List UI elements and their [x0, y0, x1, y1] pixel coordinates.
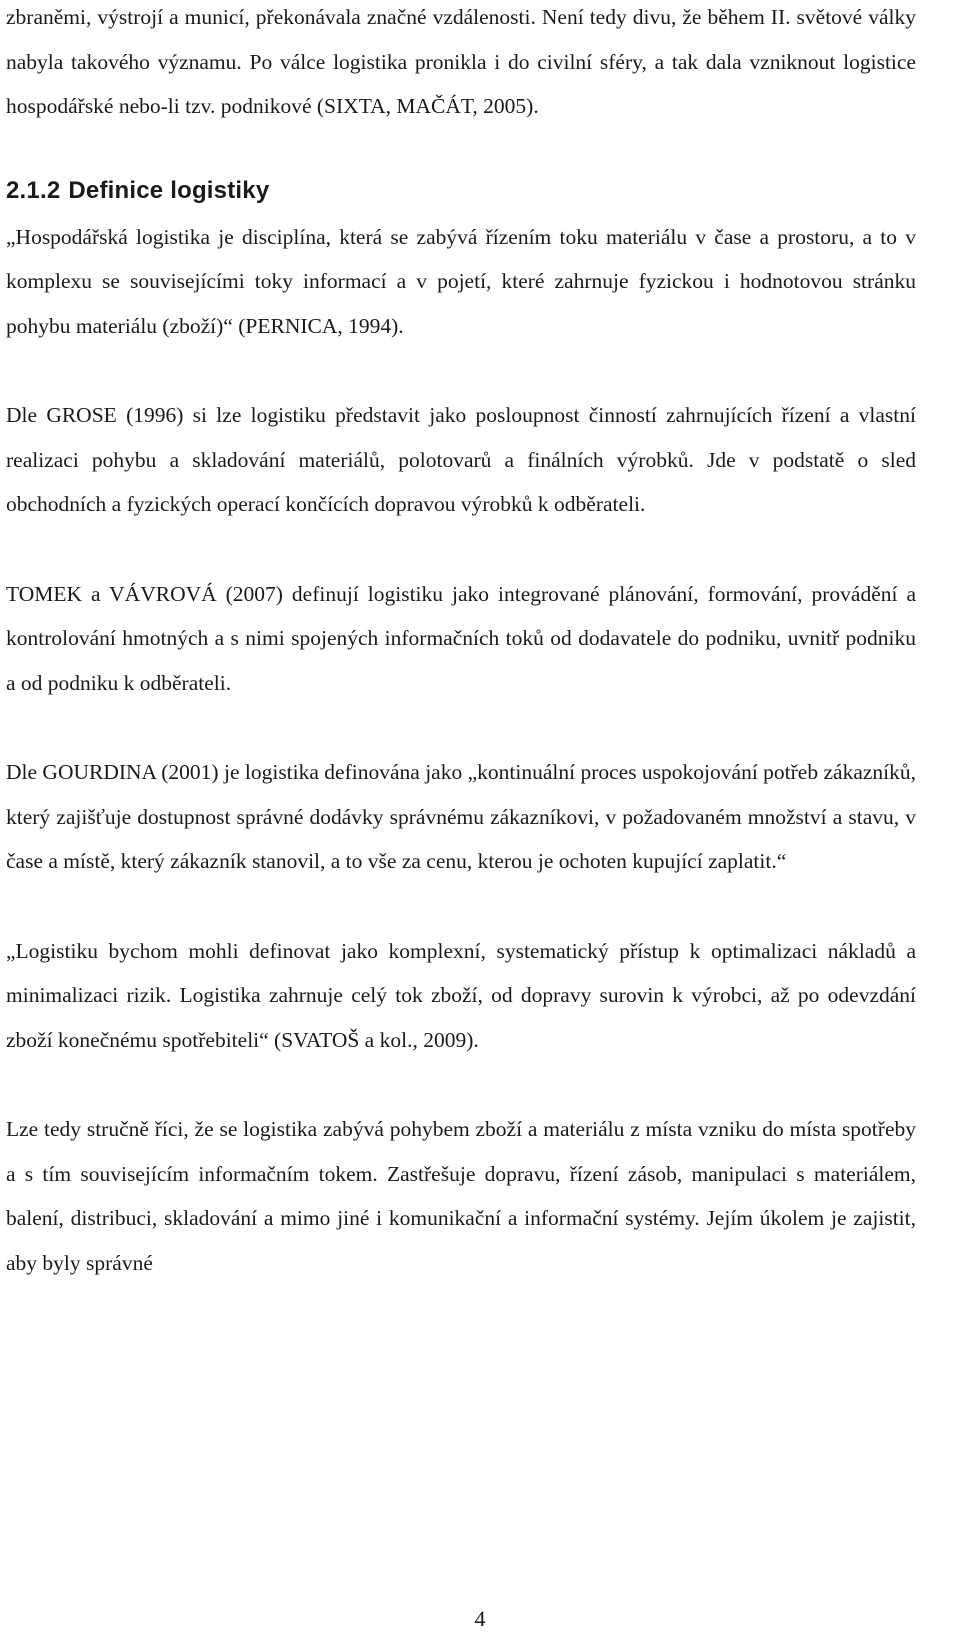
paragraph-gourdina: Dle GOURDINA (2001) je logistika definována jako „kontinuální proces uspokojování potřeb zákazníků, který zajišťuje dostupnost správné dodávky správnému zákazníkovi, v požadovaném množství a stavu, v čase a místě, který zákazník stanovil, a to vše za cenu, kterou je ochoten kupující zaplatit.“ [6, 760, 916, 873]
page-number: 4 [474, 1606, 486, 1631]
document-page [6, 0, 916, 1285]
intro-paragraph: zbraněmi, výstrojí a municí, překonávala značné vzdálenosti. Není tedy divu, že během II. světové války nabyla takového významu. Po válce logistika pronikla i do civilní sféry, a tak dala vzniknout logistice hospodářské nebo-li tzv. podnikové (SIXTA, MAČÁT, 2005). [6, 5, 916, 118]
paragraph-summary: Lze tedy stručně říci, že se logistika zabývá pohybem zboží a materiálu z místa vzniku do místa spotřeby a s tím souvisejícím informačním tokem. Zastřešuje dopravu, řízení zásob, manipulaci s materiálem, balení, distribuci, skladování a mimo jiné i komunikační a informační systémy. Jejím úkolem je zajistit, aby byly správné [6, 1117, 916, 1275]
paragraph-grose: Dle GROSE (1996) si lze logistiku představit jako posloupnost činností zahrnujících řízení a vlastní realizaci pohybu a skladování materiálů, polotovarů a finálních výrobků. Jde v podstatě o sled obchodních a fyzických operací končících dopravou výrobků k odběrateli. [6, 403, 916, 516]
section-title: Definice logistiky [68, 176, 270, 204]
paragraph-svatos: „Logistiku bychom mohli definovat jako komplexní, systematický přístup k optimalizaci nákladů a minimalizaci rizik. Logistika zahrnuje celý tok zboží, od dopravy surovin k výrobci, až po odevzdání zboží konečnému spotřebiteli“ (SVATOŠ a kol., 2009). [6, 938, 916, 1052]
section-number: 2.1.2 [6, 176, 61, 204]
paragraph-pernica: „Hospodářská logistika je disciplína, která se zabývá řízením toku materiálu v čase a prostoru, a to v komplexu se souvisejícími toky informací a v pojetí, které zahrnuje fyzickou i hodnotovou stránku pohybu materiálu (zboží)“ (PERNICA, 1994). [6, 224, 916, 338]
section-heading [6, 171, 916, 211]
paragraph-tomek: TOMEK a VÁVROVÁ (2007) definují logistiku jako integrované plánování, formování, provádění a kontrolování hmotných a s nimi spojených informačních toků od dodavatele do podniku, uvnitř podniku a od podniku k odběrateli. [6, 581, 916, 695]
